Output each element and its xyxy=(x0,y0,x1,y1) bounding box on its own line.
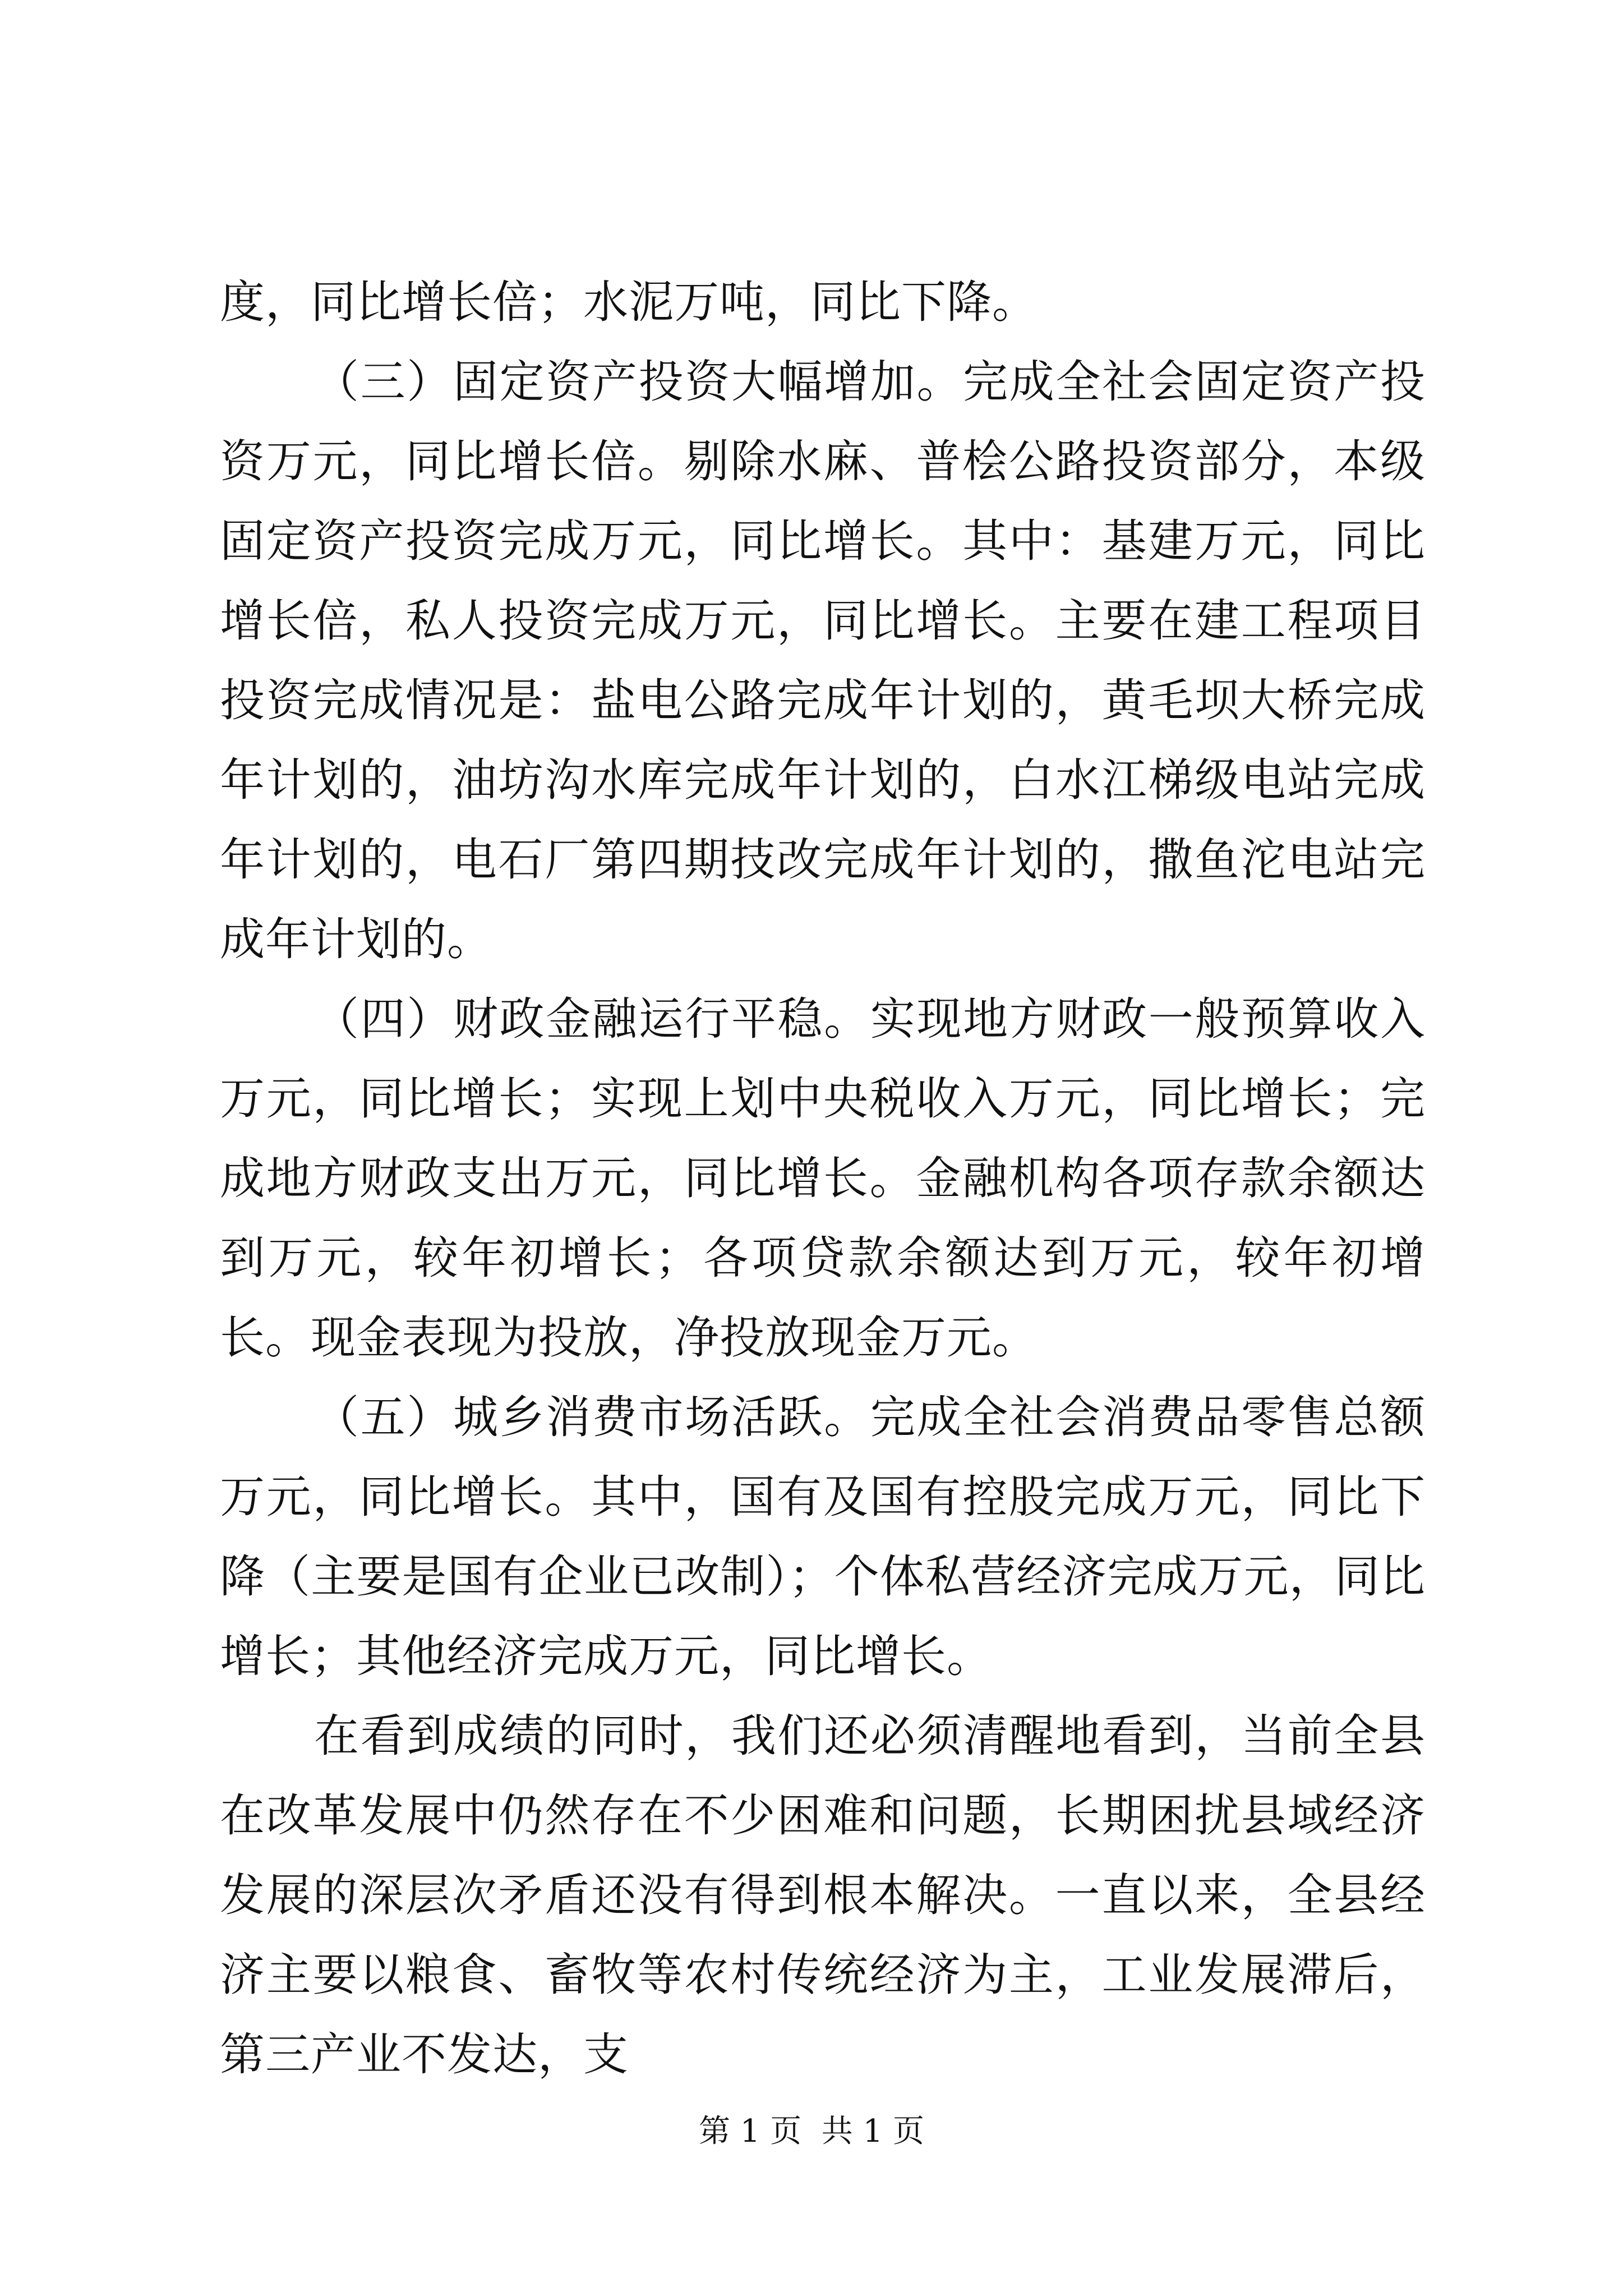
document-body xyxy=(220,263,1426,2095)
page-footer xyxy=(0,2109,1623,2154)
paragraph-problems: 在看到成绩的同时，我们还必须清醒地看到，当前全县在改革发展中仍然存在不少困难和问题，长期困扰县域经济发展的深层次矛盾还没有得到根本解决。一直以来，全县经济主要以粮食、畜牧等农村传统经济为主，工业发展滞后，第三产业不发达，支 xyxy=(220,1710,1426,2081)
page-number-label: 第 1 页 共 1 页 xyxy=(698,2113,925,2150)
paragraph-fixed-asset-investment: （三）固定资产投资大幅增加。完成全社会固定资产投资万元，同比增长倍。剔除水麻、普桧公路投资部分，本级固定资产投资完成万元，同比增长。其中：基建万元，同比增长倍，私人投资完成万元，同比增长。主要在建工程项目投资完成情况是：盐电公路完成年计划的，黄毛坝大桥完成年计划的，油坊沟水库完成年计划的，白水江梯级电站完成年计划的，电石厂第四期技改完成年计划的，撒鱼沱电站完成年计划的。 xyxy=(220,356,1426,965)
paragraph-consumer-market: （五）城乡消费市场活跃。完成全社会消费品零售总额万元，同比增长。其中，国有及国有控股完成万元，同比下降（主要是国有企业已改制）；个体私营经济完成万元，同比增长；其他经济完成万元，同比增长。 xyxy=(220,1391,1426,1682)
paragraph-finance: （四）财政金融运行平稳。实现地方财政一般预算收入万元，同比增长；实现上划中央税收入万元，同比增长；完成地方财政支出万元，同比增长。金融机构各项存款余额达到万元，较年初增长；各项贷款余额达到万元，较年初增长。现金表现为投放，净投放现金万元。 xyxy=(220,993,1426,1364)
paragraph-continuation: 度，同比增长倍；水泥万吨，同比下降。 xyxy=(220,276,1038,328)
